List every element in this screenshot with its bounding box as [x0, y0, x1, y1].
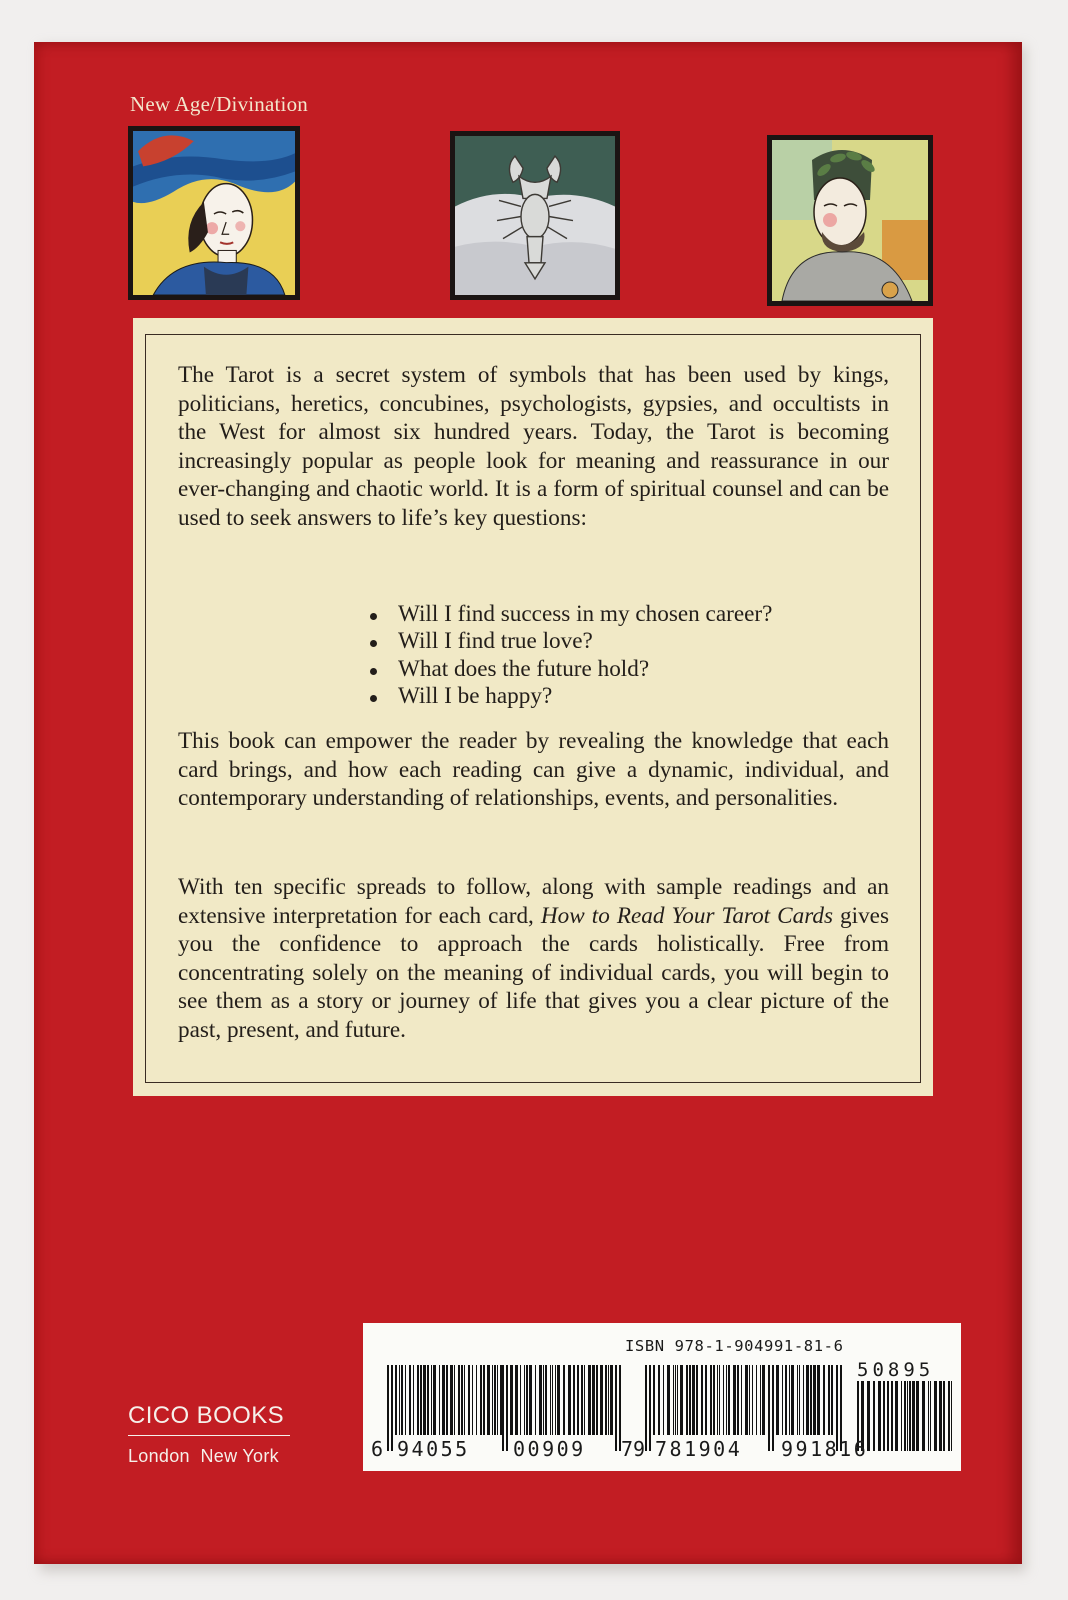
- upc-right-digits: 00909: [513, 1437, 586, 1461]
- crayfish-card-art: [450, 131, 620, 300]
- description-panel: [133, 318, 933, 1096]
- laurel-crowned-man-card-art: [767, 135, 933, 306]
- intro-paragraph: The Tarot is a secret system of symbols that has been used by kings, politicians, heretics, concubines, psychologists, gypsies, and occultists in the West for almost six hundred years. Today, the Tarot is becoming increasingly popular as people look for meaning and reassurance in our ever-changing and chaotic world. It is a form of spiritual counsel and can be used to seek answers to life’s key questions:: [178, 362, 889, 531]
- list-item: What does the future hold?: [368, 656, 772, 683]
- book-title: How to Read Your Tarot Cards: [540, 902, 833, 929]
- upc-check-digit: 7: [621, 1437, 636, 1461]
- list-item: Will I find true love?: [368, 628, 772, 655]
- second-paragraph: This book can empower the reader by revealing the knowledge that each card brings, and how each reading can give a dynamic, individual, and contemporary understanding of relationships, events, and personalities.: [178, 728, 889, 812]
- third-paragraph: [178, 873, 889, 1045]
- list-item: Will I find success in my chosen career?: [368, 601, 772, 628]
- woman-with-hat-card-art: [128, 126, 300, 300]
- barcode-panel: [363, 1323, 961, 1471]
- ean-left-digits: 781904: [655, 1437, 743, 1461]
- questions-list: [368, 601, 772, 710]
- upc-left-digits: 94055: [397, 1437, 470, 1461]
- publisher-cities: London New York: [128, 1446, 279, 1466]
- paragraph-text-end: gives you the confidence to approach the cards holistically. Free from concentrating solely on the meaning of individual cards, you will begin to see them as a story or journey of life that gives you a clear picture of the past, present, and future.: [178, 902, 889, 1043]
- addon-number: 50895: [857, 1359, 935, 1381]
- isbn-text: ISBN 978-1-904991-81-6: [625, 1337, 844, 1355]
- ean-first-digit: 9: [633, 1437, 648, 1461]
- list-item: Will I be happy?: [368, 683, 772, 710]
- publisher-name: CICO BOOKS: [128, 1402, 290, 1436]
- category-label: New Age/Divination: [130, 92, 308, 116]
- upc-first-digit: 6: [371, 1437, 386, 1461]
- publisher-logo: [128, 1402, 290, 1467]
- ean-right-digits: 991816: [781, 1437, 869, 1461]
- paragraph-text-start: With ten specific spreads to follow, along with sample readings and an extensive interpretation for each card,: [178, 874, 889, 929]
